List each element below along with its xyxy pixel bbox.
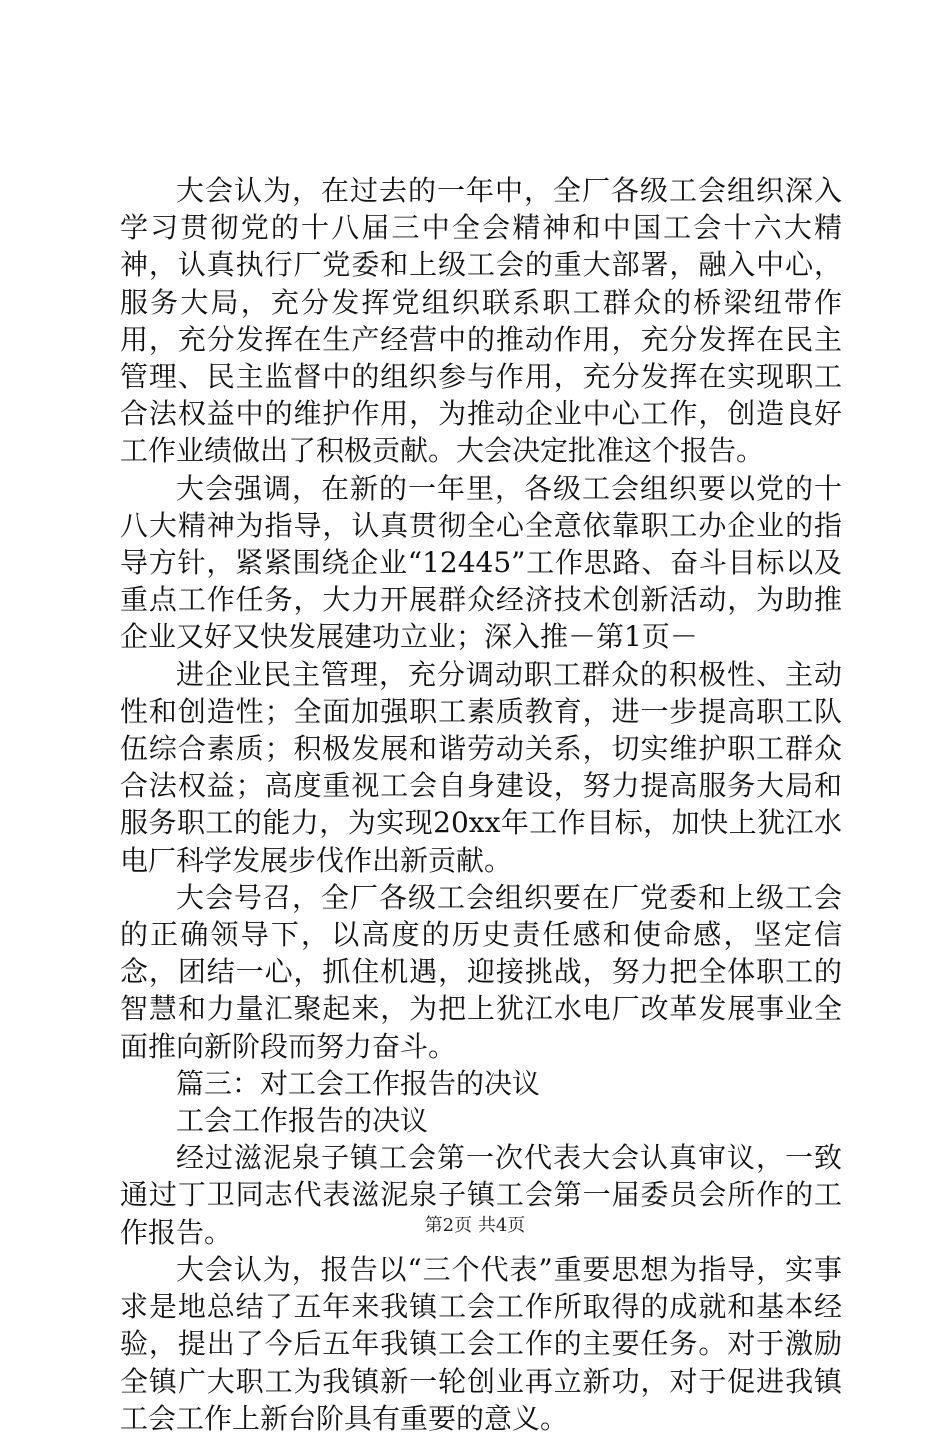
paragraph-3: 进企业民主管理，充分调动职工群众的积极性、主动性和创造性；全面加强职工素质教育，进一步提高职工队伍综合素质；积极发展和谐劳动关系，切实维护职工群众合法权益；高度重视工会自身建设，努力提高服务大局和服务职工的能力，为实现20xx年工作目标，加快上犹江水电厂科学发展步伐作出新贡献。 <box>120 657 842 877</box>
document-body <box>120 172 842 1437</box>
section-subtitle: 工会工作报告的决议 <box>176 1104 429 1138</box>
paragraph-6: 大会认为，报告以“三个代表”重要思想为指导，实事求是地总结了五年来我镇工会工作所取得的成就和基本经验，提出了今后五年我镇工会工作的主要任务。对于激励全镇广大职工为我镇新一轮创业再立新功，对于促进我镇工会工作上新台阶具有重要的意义。 <box>120 1252 842 1435</box>
paragraph-4: 大会号召，全厂各级工会组织要在厂党委和上级工会的正确领导下，以高度的历史责任感和使命感，坚定信念，团结一心，抓住机遇，迎接挑战，努力把全体职工的智慧和力量汇聚起来，为把上犹江水电厂改革发展事业全面推向新阶段而努力奋斗。 <box>120 880 842 1063</box>
paragraph-5: 经过滋泥泉子镇工会第一次代表大会认真审议，一致通过丁卫同志代表滋泥泉子镇工会第一届委员会所作的工作报告。 <box>120 1141 842 1249</box>
page-footer: 第2页 共4页 <box>424 1215 526 1236</box>
paragraph-2: 大会强调，在新的一年里，各级工会组织要以党的十八大精神为指导，认真贯彻全心全意依靠职工办企业的指导方针，紧紧围绕企业“12445”工作思路、奋斗目标以及重点工作任务，大力开展群众经济技术创新活动，为助推企业又好又快发展建功立业；深入推－第1页－ <box>120 471 842 654</box>
paragraph-1: 大会认为，在过去的一年中，全厂各级工会组织深入学习贯彻党的十八届三中全会精神和中国工会十六大精神，认真执行厂党委和上级工会的重大部署，融入中心，服务大局，充分发挥党组织联系职工群众的桥梁纽带作用，充分发挥在生产经营中的推动作用，充分发挥在民主管理、民主监督中的组织参与作用，充分发挥在实现职工合法权益中的维护作用，为推动企业中心工作，创造良好工作业绩做出了积极贡献。大会决定批准这个报告。 <box>120 174 842 468</box>
section-heading: 篇三：对工会工作报告的决议 <box>176 1066 541 1100</box>
